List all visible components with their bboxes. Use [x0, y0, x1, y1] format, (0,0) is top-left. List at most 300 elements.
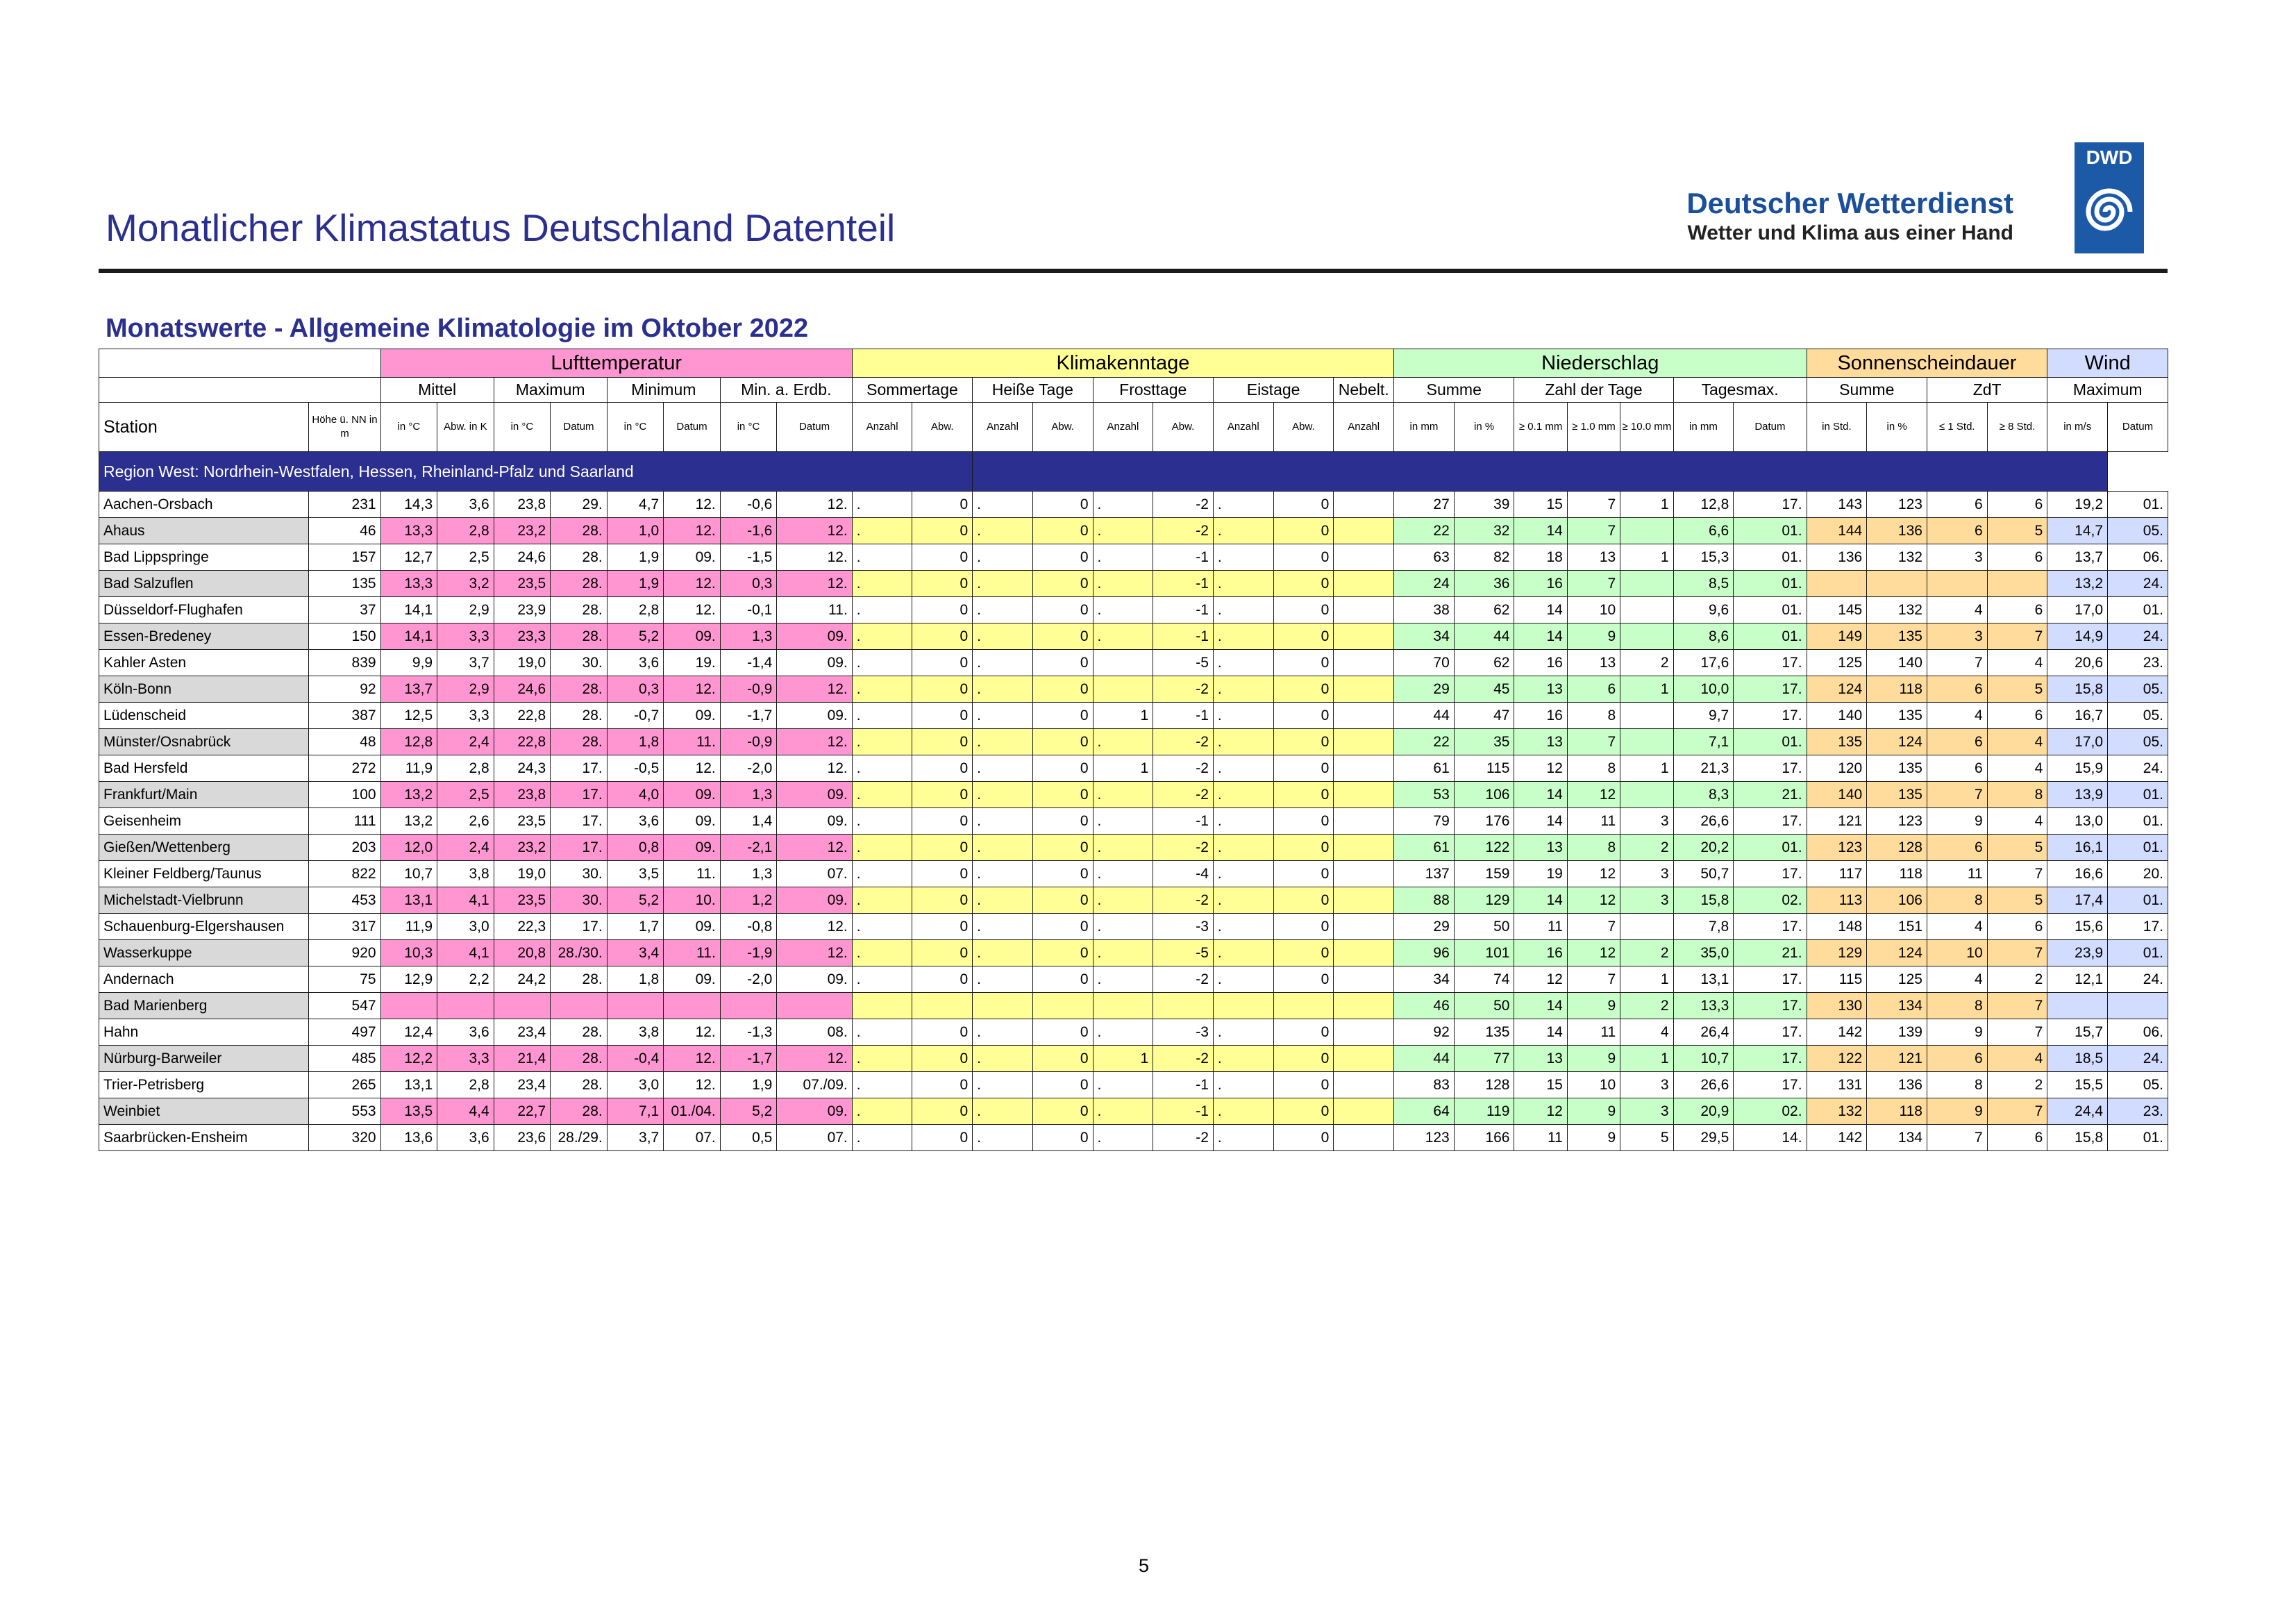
value-cell: 118 — [1867, 861, 1927, 887]
value-cell: 3 — [1927, 623, 1987, 650]
value-cell: 5 — [1987, 676, 2047, 703]
station-height: 135 — [309, 571, 380, 597]
logo-slogan: Wetter und Klima aus einer Hand — [1687, 221, 2013, 244]
value-cell: 143 — [1807, 492, 1867, 518]
table-row — [99, 966, 2168, 993]
value-cell: 2,9 — [437, 676, 494, 703]
region-row — [99, 452, 2168, 492]
value-cell: 3,8 — [437, 861, 494, 887]
value-cell: 0 — [1273, 1098, 1334, 1125]
value-cell: 9,7 — [1673, 703, 1734, 729]
value-cell: 0 — [1273, 571, 1334, 597]
value-cell: 140 — [1807, 782, 1867, 808]
value-cell: 2,2 — [437, 966, 494, 993]
value-cell: 19 — [1514, 861, 1567, 887]
value-cell: 17,4 — [2047, 887, 2108, 914]
value-cell: . — [973, 940, 1033, 966]
value-cell: -2 — [1153, 887, 1214, 914]
value-cell: 05. — [2108, 676, 2168, 703]
value-cell: 63 — [1394, 544, 1455, 571]
value-cell: 29. — [551, 492, 607, 518]
value-cell: 23,5 — [494, 808, 551, 835]
value-cell: -1,6 — [720, 518, 777, 544]
value-cell: 8 — [1567, 755, 1620, 782]
value-cell: 9 — [1927, 808, 1987, 835]
table-row — [99, 755, 2168, 782]
value-cell: . — [973, 650, 1033, 676]
value-cell: 0 — [912, 1125, 973, 1151]
value-cell — [1334, 623, 1394, 650]
value-cell — [1620, 597, 1673, 623]
value-cell: 7 — [1567, 571, 1620, 597]
value-cell: 2,4 — [437, 835, 494, 861]
value-cell: 3 — [1620, 887, 1673, 914]
value-cell: . — [1093, 861, 1153, 887]
value-cell: 05. — [2108, 518, 2168, 544]
station-name: Kleiner Feldberg/Taunus — [99, 861, 309, 887]
value-cell: 83 — [1394, 1072, 1455, 1098]
value-cell: 0 — [912, 1046, 973, 1072]
value-cell: 0 — [912, 914, 973, 940]
value-cell: 3,7 — [607, 1125, 664, 1151]
value-cell: 7 — [1567, 914, 1620, 940]
value-cell — [1620, 782, 1673, 808]
value-cell: 0 — [912, 1072, 973, 1098]
region-label: Region West: Nordrhein-Westfalen, Hessen, Rheinland-Pfalz und Saarland — [99, 452, 973, 492]
station-height: 100 — [309, 782, 380, 808]
value-cell: 17. — [1734, 914, 1807, 940]
value-cell: 61 — [1394, 835, 1455, 861]
value-cell: 24 — [1394, 571, 1455, 597]
value-cell: 28. — [551, 966, 607, 993]
value-cell: . — [973, 861, 1033, 887]
unit-header-cell: ≥ 0.1 mm — [1514, 403, 1567, 452]
value-cell: 32 — [1454, 518, 1514, 544]
value-cell: 1 — [1620, 966, 1673, 993]
value-cell — [1334, 1098, 1394, 1125]
value-cell: -1,3 — [720, 1019, 777, 1046]
value-cell: 01./04. — [664, 1098, 721, 1125]
value-cell: 12,5 — [380, 703, 437, 729]
value-cell — [1334, 1046, 1394, 1072]
value-cell: 07. — [777, 861, 852, 887]
value-cell: -1 — [1153, 1072, 1214, 1098]
value-cell: . — [1093, 518, 1153, 544]
value-cell: -2 — [1153, 755, 1214, 782]
value-cell: . — [852, 782, 912, 808]
value-cell: 1,2 — [720, 887, 777, 914]
station-height: 150 — [309, 623, 380, 650]
value-cell: -1 — [1153, 623, 1214, 650]
value-cell: . — [1093, 835, 1153, 861]
value-cell: 0 — [1273, 782, 1334, 808]
value-cell: 0 — [1032, 1098, 1093, 1125]
value-cell: . — [1093, 782, 1153, 808]
value-cell — [1093, 650, 1153, 676]
value-cell: 3 — [1620, 808, 1673, 835]
station-height: 92 — [309, 676, 380, 703]
value-cell: 135 — [1867, 782, 1927, 808]
value-cell: 0 — [1273, 518, 1334, 544]
value-cell: 22,8 — [494, 703, 551, 729]
unit-header-cell: Datum — [2108, 403, 2168, 452]
value-cell: 26,6 — [1673, 1072, 1734, 1098]
value-cell: 0 — [1032, 650, 1093, 676]
unit-header-cell: Anzahl — [973, 403, 1033, 452]
table-row — [99, 650, 2168, 676]
value-cell: 07. — [664, 1125, 721, 1151]
value-cell — [1334, 1072, 1394, 1098]
value-cell: 121 — [1807, 808, 1867, 835]
value-cell: 5 — [1987, 887, 2047, 914]
value-cell: 4 — [1987, 755, 2047, 782]
value-cell: 17. — [1734, 993, 1807, 1019]
value-cell: 17,6 — [1673, 650, 1734, 676]
value-cell: 28. — [551, 544, 607, 571]
value-cell: 13,9 — [2047, 782, 2108, 808]
value-cell: 7 — [1987, 623, 2047, 650]
value-cell: 0 — [1273, 1046, 1334, 1072]
value-cell: 15,8 — [2047, 676, 2108, 703]
value-cell: 1,9 — [720, 1072, 777, 1098]
value-cell: 13,5 — [380, 1098, 437, 1125]
value-cell: 7 — [1567, 729, 1620, 755]
value-cell: 17. — [1734, 966, 1807, 993]
value-cell: 12. — [777, 755, 852, 782]
station-name: Köln-Bonn — [99, 676, 309, 703]
value-cell: 45 — [1454, 676, 1514, 703]
value-cell: 11,9 — [380, 755, 437, 782]
value-cell: 14,3 — [380, 492, 437, 518]
value-cell — [1927, 571, 1987, 597]
value-cell: 2,8 — [437, 518, 494, 544]
value-cell: 128 — [1454, 1072, 1514, 1098]
value-cell: 117 — [1807, 861, 1867, 887]
value-cell: 12. — [777, 940, 852, 966]
value-cell: 22,8 — [494, 729, 551, 755]
value-cell: . — [973, 729, 1033, 755]
value-cell: 0 — [912, 571, 973, 597]
value-cell: 14. — [1734, 1125, 1807, 1151]
value-cell: 14,1 — [380, 597, 437, 623]
value-cell: 21,4 — [494, 1046, 551, 1072]
value-cell: 145 — [1807, 597, 1867, 623]
value-cell: 4 — [1927, 703, 1987, 729]
value-cell: 123 — [1867, 808, 1927, 835]
value-cell: . — [852, 571, 912, 597]
value-cell: 9,6 — [1673, 597, 1734, 623]
value-cell: 79 — [1394, 808, 1455, 835]
value-cell: 13 — [1514, 835, 1567, 861]
value-cell: 23,2 — [494, 518, 551, 544]
value-cell: . — [1093, 887, 1153, 914]
value-cell: 0 — [912, 1019, 973, 1046]
value-cell: 01. — [2108, 887, 2168, 914]
table-row — [99, 914, 2168, 940]
value-cell: 9 — [1927, 1019, 1987, 1046]
value-cell: 44 — [1394, 1046, 1455, 1072]
value-cell: 5,2 — [607, 887, 664, 914]
value-cell: . — [973, 1046, 1033, 1072]
value-cell: 106 — [1454, 782, 1514, 808]
value-cell: . — [1213, 755, 1273, 782]
value-cell: 08. — [777, 1019, 852, 1046]
value-cell: 1,9 — [607, 571, 664, 597]
value-cell: 135 — [1454, 1019, 1514, 1046]
value-cell: 0 — [1032, 703, 1093, 729]
value-cell: 16 — [1514, 940, 1567, 966]
station-name: Bad Lippspringe — [99, 544, 309, 571]
value-cell: 136 — [1867, 1072, 1927, 1098]
value-cell: . — [1213, 1019, 1273, 1046]
value-cell: 113 — [1807, 887, 1867, 914]
value-cell: 17. — [1734, 1046, 1807, 1072]
value-cell: 132 — [1867, 597, 1927, 623]
value-cell: 0 — [1032, 782, 1093, 808]
value-cell — [1334, 993, 1394, 1019]
station-height: 46 — [309, 518, 380, 544]
value-cell: 0 — [1273, 755, 1334, 782]
value-cell: . — [852, 650, 912, 676]
value-cell: 124 — [1867, 729, 1927, 755]
value-cell: 13,6 — [380, 1125, 437, 1151]
table-row — [99, 623, 2168, 650]
value-cell: 3 — [1620, 1098, 1673, 1125]
value-cell: . — [852, 703, 912, 729]
table-row — [99, 518, 2168, 544]
value-cell: 4 — [1927, 966, 1987, 993]
value-cell: 09. — [664, 808, 721, 835]
value-cell: 1,9 — [607, 544, 664, 571]
value-cell: . — [852, 544, 912, 571]
value-cell: 10,7 — [380, 861, 437, 887]
value-cell: 46 — [1394, 993, 1455, 1019]
value-cell: 1 — [1620, 676, 1673, 703]
value-cell: 11 — [1927, 861, 1987, 887]
unit-header-cell: in °C — [494, 403, 551, 452]
table-row — [99, 940, 2168, 966]
value-cell: -4 — [1153, 861, 1214, 887]
station-height: 111 — [309, 808, 380, 835]
value-cell: . — [1213, 623, 1273, 650]
value-cell: 6,6 — [1673, 518, 1734, 544]
value-cell: 17. — [1734, 861, 1807, 887]
value-cell: . — [852, 887, 912, 914]
value-cell: 7 — [1567, 492, 1620, 518]
value-cell: 135 — [1867, 623, 1927, 650]
value-cell: 47 — [1454, 703, 1514, 729]
value-cell: 09. — [777, 1098, 852, 1125]
value-cell: 64 — [1394, 1098, 1455, 1125]
value-cell: 15,5 — [2047, 1072, 2108, 1098]
value-cell: 0 — [1273, 1019, 1334, 1046]
value-cell: 0 — [912, 940, 973, 966]
value-cell: 62 — [1454, 650, 1514, 676]
value-cell: 0 — [912, 1098, 973, 1125]
value-cell: -2,0 — [720, 966, 777, 993]
unit-header-cell: in °C — [380, 403, 437, 452]
value-cell: 28. — [551, 571, 607, 597]
value-cell: 14 — [1514, 993, 1567, 1019]
unit-header-cell: ≥ 8 Std. — [1987, 403, 2047, 452]
value-cell: 24. — [2108, 623, 2168, 650]
value-cell: 12. — [664, 571, 721, 597]
value-cell: 24. — [2108, 755, 2168, 782]
value-cell: 0,8 — [607, 835, 664, 861]
value-cell: 130 — [1807, 993, 1867, 1019]
value-cell — [1334, 782, 1394, 808]
group-klimakenntage: Klimakenntage — [852, 349, 1393, 378]
value-cell: 3,0 — [607, 1072, 664, 1098]
value-cell: -0,8 — [720, 914, 777, 940]
value-cell: 4,4 — [437, 1098, 494, 1125]
value-cell: 77 — [1454, 1046, 1514, 1072]
value-cell — [1032, 993, 1093, 1019]
value-cell: . — [1093, 1019, 1153, 1046]
value-cell: 09. — [777, 703, 852, 729]
value-cell: 10 — [1567, 1072, 1620, 1098]
value-cell — [1093, 676, 1153, 703]
value-cell: 0 — [1032, 1019, 1093, 1046]
value-cell: 20,8 — [494, 940, 551, 966]
value-cell — [1334, 571, 1394, 597]
value-cell: 13,3 — [380, 571, 437, 597]
value-cell: 124 — [1867, 940, 1927, 966]
logo-abbr: DWD — [2086, 147, 2133, 168]
value-cell: 7,1 — [607, 1098, 664, 1125]
value-cell: 0 — [912, 755, 973, 782]
value-cell: 12. — [777, 544, 852, 571]
value-cell: 142 — [1807, 1125, 1867, 1151]
value-cell: 01. — [2108, 940, 2168, 966]
value-cell: . — [852, 518, 912, 544]
value-cell: 7 — [1987, 1098, 2047, 1125]
value-cell: 9 — [1567, 1125, 1620, 1151]
unit-header-cell: Abw. — [1153, 403, 1214, 452]
value-cell: 120 — [1807, 755, 1867, 782]
value-cell: 35 — [1454, 729, 1514, 755]
value-cell: 14 — [1514, 597, 1567, 623]
value-cell: 0 — [912, 966, 973, 993]
value-cell: . — [973, 1019, 1033, 1046]
value-cell: -1 — [1153, 571, 1214, 597]
value-cell: . — [1213, 1072, 1273, 1098]
value-cell: 3,4 — [607, 940, 664, 966]
region-fill — [973, 452, 2108, 492]
value-cell: 5 — [1987, 835, 2047, 861]
value-cell: 6 — [1927, 1046, 1987, 1072]
value-cell: 07./09. — [777, 1072, 852, 1098]
value-cell: 123 — [1867, 492, 1927, 518]
value-cell: 50 — [1454, 914, 1514, 940]
value-cell: . — [1213, 703, 1273, 729]
value-cell: 6 — [1927, 518, 1987, 544]
value-cell: 01. — [2108, 782, 2168, 808]
station-name: Weinbiet — [99, 1098, 309, 1125]
value-cell — [664, 993, 721, 1019]
value-cell: -0,5 — [607, 755, 664, 782]
value-cell: . — [1093, 597, 1153, 623]
value-cell: 70 — [1394, 650, 1455, 676]
value-cell: 19,0 — [494, 861, 551, 887]
value-cell: 0 — [912, 729, 973, 755]
value-cell — [437, 993, 494, 1019]
value-cell: 0 — [1273, 544, 1334, 571]
value-cell: . — [1213, 492, 1273, 518]
value-cell: 1,3 — [720, 861, 777, 887]
value-cell — [1334, 966, 1394, 993]
table-row — [99, 676, 2168, 703]
value-cell: -2 — [1153, 782, 1214, 808]
value-cell: 50,7 — [1673, 861, 1734, 887]
value-cell: 01. — [1734, 729, 1807, 755]
value-cell: . — [973, 544, 1033, 571]
value-cell: 2,8 — [437, 1072, 494, 1098]
value-cell: -1 — [1153, 597, 1214, 623]
value-cell: 44 — [1454, 623, 1514, 650]
value-cell: 26,4 — [1673, 1019, 1734, 1046]
value-cell: -0,9 — [720, 729, 777, 755]
value-cell: 149 — [1807, 623, 1867, 650]
station-name: Gießen/Wettenberg — [99, 835, 309, 861]
value-cell: . — [852, 623, 912, 650]
unit-header-cell: ≥ 1.0 mm — [1567, 403, 1620, 452]
unit-header-cell: Abw. — [1273, 403, 1334, 452]
value-cell: 21. — [1734, 940, 1807, 966]
value-cell: . — [1093, 544, 1153, 571]
value-cell: . — [1093, 940, 1153, 966]
value-cell: 3 — [1927, 544, 1987, 571]
value-cell: . — [1093, 808, 1153, 835]
unit-header-cell: Höhe ü. NN in m — [309, 403, 380, 452]
value-cell: 13,2 — [2047, 571, 2108, 597]
unit-header-cell: in mm — [1394, 403, 1455, 452]
value-cell: 3,2 — [437, 571, 494, 597]
value-cell: -2 — [1153, 1046, 1214, 1072]
value-cell — [1334, 703, 1394, 729]
value-cell: 1 — [1093, 755, 1153, 782]
value-cell: -0,4 — [607, 1046, 664, 1072]
value-cell: -1 — [1153, 1098, 1214, 1125]
station-name: Frankfurt/Main — [99, 782, 309, 808]
value-cell: 36 — [1454, 571, 1514, 597]
station-name: Michelstadt-Vielbrunn — [99, 887, 309, 914]
subgroup-header-row — [99, 378, 2168, 403]
value-cell: -1 — [1153, 703, 1214, 729]
value-cell: 30. — [551, 887, 607, 914]
value-cell: 92 — [1394, 1019, 1455, 1046]
value-cell: 09. — [777, 782, 852, 808]
value-cell: 61 — [1394, 755, 1455, 782]
value-cell: 2,6 — [437, 808, 494, 835]
value-cell: 123 — [1807, 835, 1867, 861]
value-cell: 125 — [1867, 966, 1927, 993]
value-cell: -3 — [1153, 914, 1214, 940]
dwd-logo — [1686, 142, 2159, 253]
value-cell: 4 — [1927, 597, 1987, 623]
value-cell: 09. — [777, 808, 852, 835]
value-cell: 0 — [1273, 1072, 1334, 1098]
value-cell: 15,3 — [1673, 544, 1734, 571]
value-cell: 17,0 — [2047, 597, 2108, 623]
value-cell: 7 — [1927, 782, 1987, 808]
value-cell: 0 — [1273, 1125, 1334, 1151]
value-cell: 0 — [912, 782, 973, 808]
value-cell: 4 — [1620, 1019, 1673, 1046]
value-cell: 11 — [1514, 914, 1567, 940]
unit-header-cell: Anzahl — [1213, 403, 1273, 452]
value-cell: 14 — [1514, 808, 1567, 835]
